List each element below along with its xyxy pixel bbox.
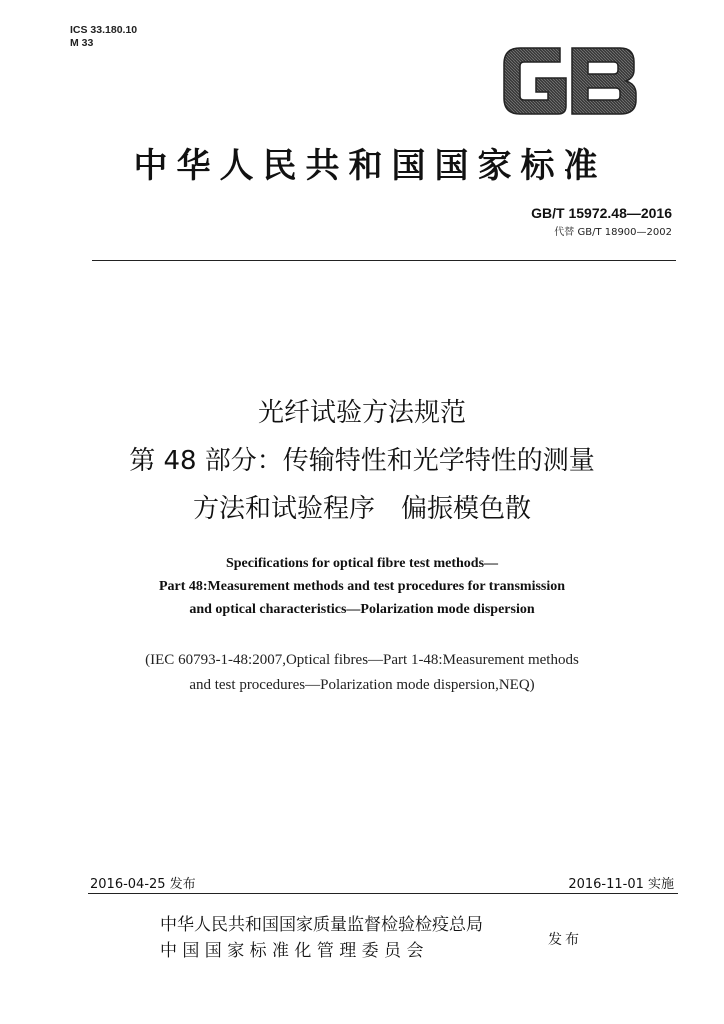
cn-title-line1: 光纤试验方法规范 bbox=[257, 398, 466, 428]
replaces-standard: 代替 GB/T 18900—2002 bbox=[554, 227, 672, 238]
iec-reference-line2: and test procedures—Polarization mode dispersion,NEQ) bbox=[189, 677, 535, 693]
cn-title-line3: 方法和试验程序 偏振模色散 bbox=[192, 494, 531, 524]
standard-type-title: 中华人民共和国国家标准 bbox=[133, 146, 607, 186]
en-title-line2: Part 48:Measurement methods and test procedures for transmission bbox=[158, 579, 566, 594]
issuer-org-sac: 中 国 国 家 标 准 化 管 理 委 员 会 bbox=[160, 941, 424, 961]
issue-action: 发布 bbox=[548, 932, 582, 948]
publish-date: 2016-04-25 发布 bbox=[90, 877, 196, 892]
footer-divider bbox=[88, 893, 678, 894]
header-divider bbox=[92, 260, 676, 261]
standard-number: GB/T 15972.48—2016 bbox=[531, 205, 672, 221]
ccs-code: M 33 bbox=[70, 37, 94, 49]
ics-code: ICS 33.180.10 bbox=[70, 24, 138, 36]
gb-logo-graphic bbox=[498, 42, 640, 120]
gb-logo bbox=[498, 42, 640, 120]
issuer-org-aqsiq: 中华人民共和国国家质量监督检验检疫总局 bbox=[160, 915, 483, 935]
en-title-line1: Specifications for optical fibre test methods— bbox=[225, 556, 499, 571]
iec-reference-line1: (IEC 60793-1-48:2007,Optical fibres—Part 1-48:Measurement methods bbox=[145, 652, 579, 668]
cn-title-line2: 第 48 部分：传输特性和光学特性的测量 bbox=[129, 446, 595, 476]
en-title-line3: and optical characteristics—Polarization mode dispersion bbox=[189, 602, 535, 617]
classification-codes bbox=[70, 24, 137, 50]
implement-date: 2016-11-01 实施 bbox=[568, 877, 674, 892]
